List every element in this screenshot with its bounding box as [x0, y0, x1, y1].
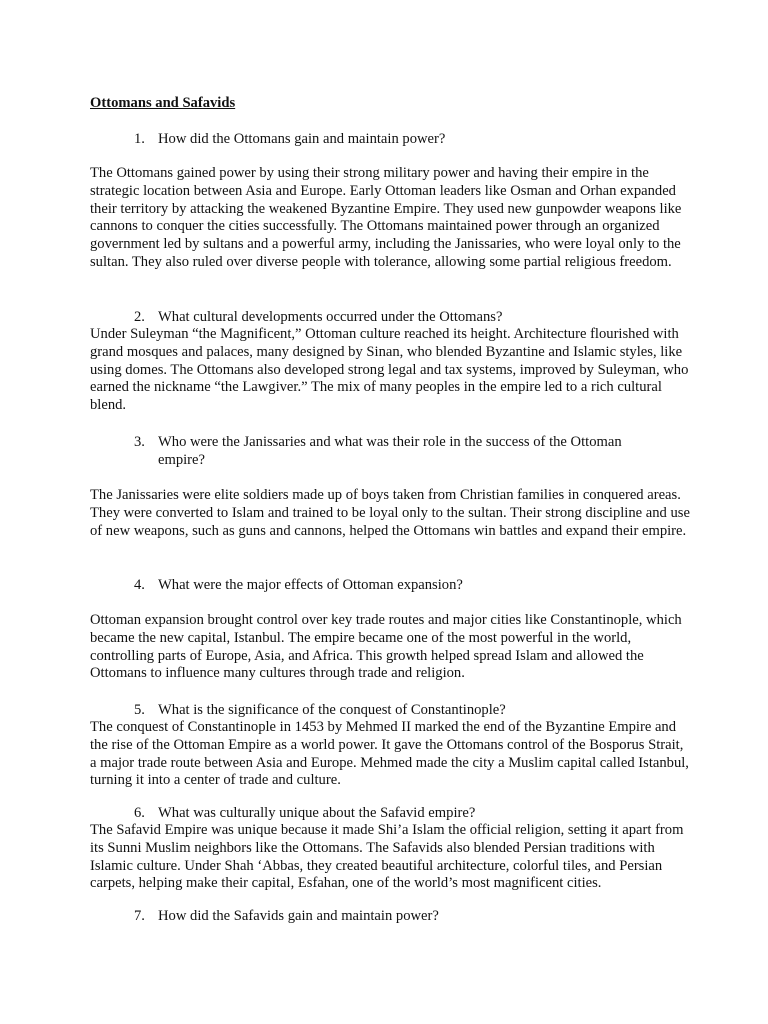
question-text: How did the Safavids gain and maintain power? — [158, 908, 439, 924]
answer-6: The Safavid Empire was unique because it made Shi’a Islam the official religion, setting it apart from its Sunni Muslim neighbors like the Ottomans. The Safavids also blended Persian traditions with Islamic culture. Under Shah ‘Abbas, they created beautiful architecture, colorful tiles, and Persian carpets, helping make their capital, Esfahan, one of the world’s most magnificent cities. — [90, 822, 684, 892]
answer-2: Under Suleyman “the Magnificent,” Ottoman culture reached its height. Architecture flourished with grand mosques and palaces, many designed by Sinan, who blended Byzantine and Islamic styles, like using domes. The Ottomans also developed strong legal and tax systems, improved by Suleyman, who earned the nickname “the Lawgiver.” The mix of many peoples in the empire led to a rich cultural blend. — [90, 326, 689, 414]
question-6 — [134, 804, 654, 822]
answer-3: The Janissaries were elite soldiers made up of boys taken from Christian families in conquered areas. They were converted to Islam and trained to be loyal only to the sultan. Their strong discipline and use of new weapons, such as guns and cannons, helped the Ottomans win battles and expand their empire. — [90, 487, 690, 539]
question-text: What is the significance of the conquest of Constantinople? — [158, 702, 506, 718]
question-text: What were the major effects of Ottoman expansion? — [158, 577, 463, 593]
document-title: Ottomans and Safavids — [90, 95, 236, 111]
answer-1: The Ottomans gained power by using their strong military power and having their empire in the strategic location between Asia and Europe. Early Ottoman leaders like Osman and Orhan expanded their territory by attacking the weakened Byzantine Empire. They used new gunpowder weapons like cannons to conquer the cities successfully. The Ottomans maintained power through an organized government led by sultans and a powerful army, including the Janissaries, who were loyal only to the sultan. They also ruled over diverse people with tolerance, allowing some partial religious freedom. — [90, 165, 682, 270]
question-number: 1. — [134, 131, 145, 147]
question-1 — [134, 130, 654, 148]
question-text: What cultural developments occurred under the Ottomans? — [158, 309, 503, 325]
question-2 — [134, 308, 654, 326]
question-5 — [134, 701, 654, 719]
question-number: 4. — [134, 577, 145, 593]
question-number: 5. — [134, 702, 145, 718]
question-4 — [134, 576, 654, 594]
question-3 — [134, 433, 654, 469]
question-text: Who were the Janissaries and what was their role in the success of the Ottoman empire? — [158, 434, 622, 468]
question-text: What was culturally unique about the Safavid empire? — [158, 805, 476, 821]
question-number: 7. — [134, 908, 145, 924]
question-number: 3. — [134, 434, 145, 450]
answer-5: The conquest of Constantinople in 1453 by Mehmed II marked the end of the Byzantine Empire and the rise of the Ottoman Empire as a world power. It gave the Ottomans control of the Bosporus Strait, a major trade route between Asia and Europe. Mehmed made the city a Muslim capital called Istanbul, turning it into a center of trade and culture. — [90, 719, 689, 789]
question-number: 2. — [134, 309, 145, 325]
question-7 — [134, 907, 654, 925]
question-number: 6. — [134, 805, 145, 821]
question-text: How did the Ottomans gain and maintain power? — [158, 131, 446, 147]
answer-4: Ottoman expansion brought control over key trade routes and major cities like Constantinople, which became the new capital, Istanbul. The empire became one of the most powerful in the world, controlling parts of Europe, Asia, and Africa. This growth helped spread Islam and allowed the Ottomans to influence many cultures through trade and religion. — [90, 612, 682, 682]
